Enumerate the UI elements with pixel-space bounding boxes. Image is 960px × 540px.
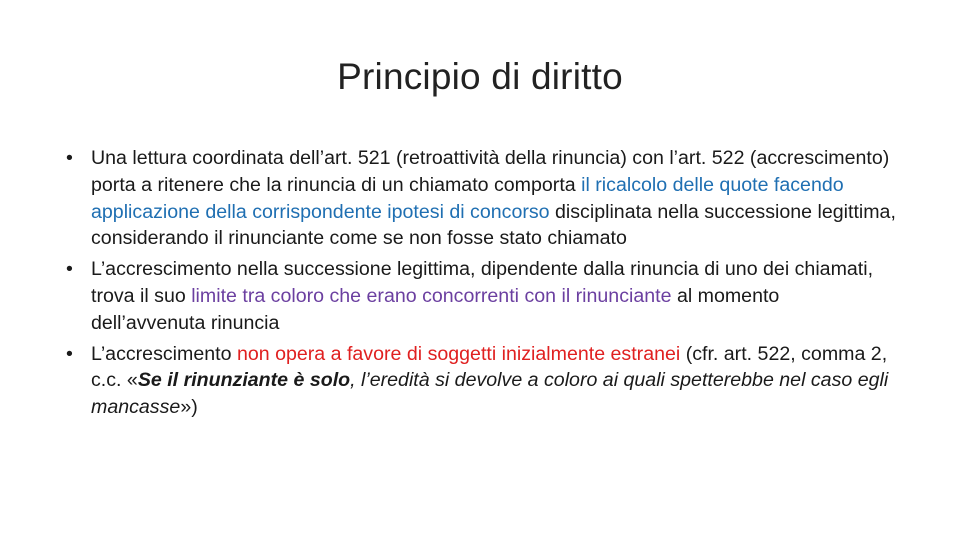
bullet-text-segment: (cfr. art. 522, comma 2, c.c. «: [91, 342, 888, 392]
bullet-item-accrescimento-limite: [66, 256, 896, 336]
bullet-item-accrescimento-estranei: [66, 341, 896, 421]
bullet-text-segment: Una lettura coordinata dell’art. 521 (retroattività della rinuncia) con l’art. 522 (accrescimento) porta a ritenere che la rinuncia di un chiamato comporta: [91, 147, 890, 196]
bullet-text-segment: disciplinata nella successione legittima, considerando il rinunciante come se non fosse stato chiamato: [91, 200, 896, 250]
highlight-non-opera: non opera a favore di soggetti inizialmente estranei: [236, 342, 681, 365]
bullet-text-segment: L’accrescimento nella successione legittima, dipendente dalla rinuncia di uno dei chiamati, trova il suo: [91, 258, 874, 307]
bullet-text-segment: L’accrescimento: [91, 342, 237, 365]
bullet-marker: •: [66, 258, 73, 281]
bullet-marker: •: [66, 147, 73, 169]
quote-italic: , l’eredità si devolve a coloro ai quali spetterebbe nel caso egli mancasse: [91, 369, 889, 419]
slide-title: Principio di diritto: [337, 56, 623, 97]
highlight-limite-concorrenti: limite tra coloro che erano concorrenti con il rinunciante: [191, 284, 672, 307]
bullet-item-retroattivita: [66, 145, 896, 252]
bullet-marker: •: [66, 342, 73, 365]
quote-bold-italic: Se il rinunziante è solo: [137, 369, 351, 392]
bullet-text-segment: »): [180, 396, 198, 419]
bullet-list: [66, 145, 896, 425]
highlight-ricalcolo-quote: il ricalcolo delle quote facendo applicazione della corrispondente ipotesi di concorso: [91, 173, 844, 223]
bullet-text-segment: al momento dell’avvenuta rinuncia: [91, 284, 780, 334]
